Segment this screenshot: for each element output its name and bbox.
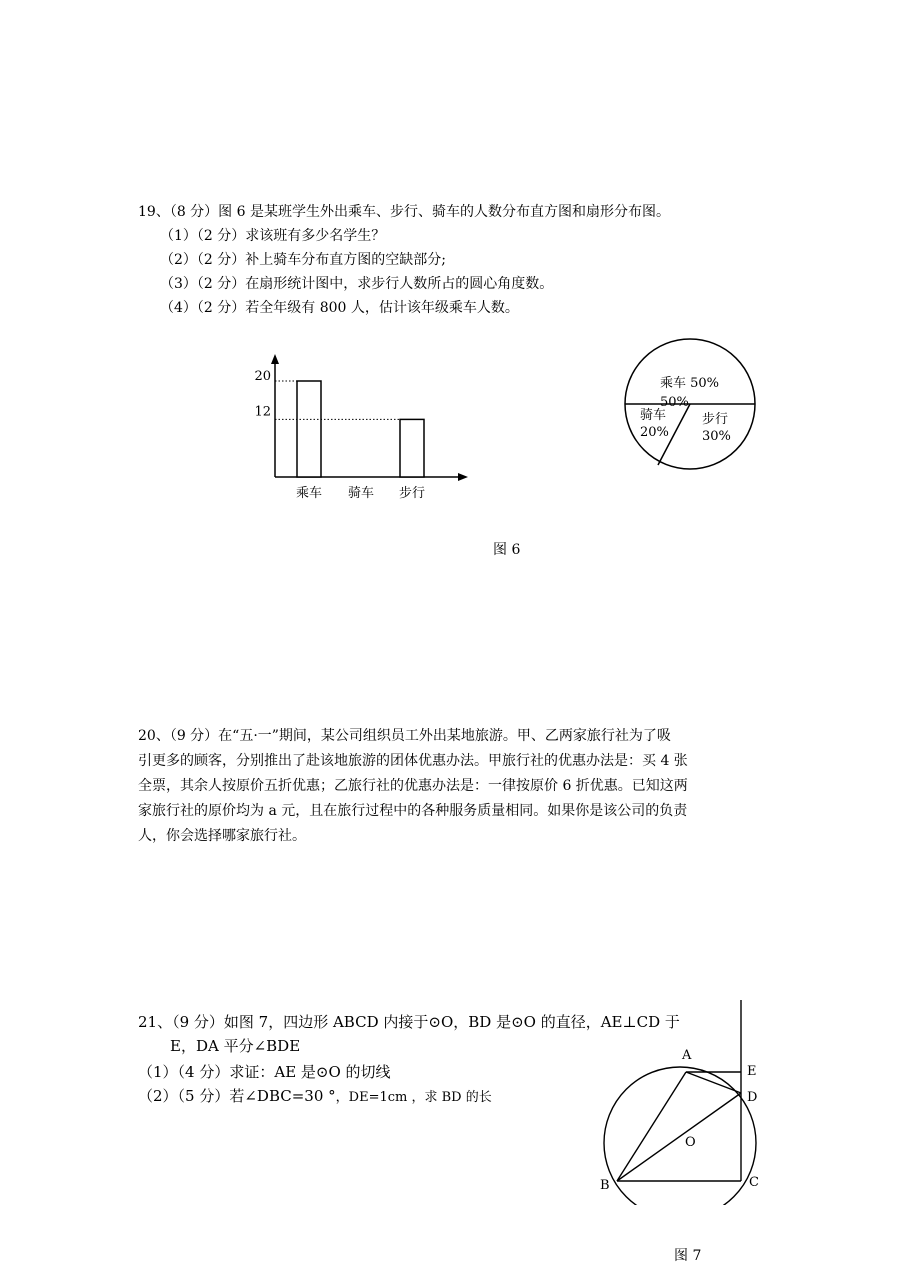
q21-line-1: 21、（9 分）如图 7，四边形 ABCD 内接于⊙O，BD 是⊙O 的直径，AE⊥CD 于 [138,1013,680,1031]
pie-chart [620,335,765,470]
bar-2 [400,419,424,477]
figure-7-caption: 图 7 [674,1248,702,1264]
q21-part-1: （1）（4 分）求证：AE 是⊙O 的切线 [138,1063,391,1081]
x-tick-label-0: 乘车 [295,486,323,501]
bar-chart [240,350,480,510]
x-tick-label-1: 骑车 [347,486,375,501]
figure-6-caption: 图 6 [493,542,521,558]
q20-line-4: 家旅行社的原价均为 a 元，且在旅行过程中的各种服务质量相同。如果你是该公司的负责 [138,803,688,819]
geometry-figure-7 [590,995,770,1205]
q20-line-1: 20、（9 分）在“五·一”期间，某公司组织员工外出某地旅游。甲、乙两家旅行社为了吸 [138,728,671,744]
q19-part-2: （2）（2 分）补上骑车分布直方图的空缺部分; [160,252,446,268]
point-label-d: D [747,1090,758,1105]
point-label-e: E [747,1064,757,1079]
pie-label-bike: 骑车 [640,408,667,423]
point-label-o: O [685,1135,696,1150]
q19-part-3: （3）（2 分）在扇形统计图中，求步行人数所占的圆心角度数。 [160,276,554,292]
point-label-a: A [682,1048,692,1063]
y-tick-label-1: 12 [254,404,271,420]
q21-part-2 [138,1084,492,1110]
bar-0 [297,381,321,477]
point-label-b: B [600,1178,610,1193]
x-tick-label-2: 步行 [398,486,426,501]
q19-part-4: （4）（2 分）若全年级有 800 人，估计该年级乘车人数。 [160,300,519,316]
segment-bd [617,1093,741,1181]
pie-label-bus-dup: 50% [660,395,689,410]
q19-title: 19、（8 分）图 6 是某班学生外出乘车、步行、骑车的人数分布直方图和扇形分布图。 [138,204,670,220]
q20-line-2: 引更多的顾客，分别推出了赴该地旅游的团体优惠办法。甲旅行社的优惠办法是：买 4 张 [138,753,688,769]
point-label-c: C [749,1175,759,1190]
q21-line-2: E，DA 平分∠BDE [170,1037,301,1055]
pie-label-walk: 步行 [702,412,729,427]
q21-part-2-b: ，DE=1cm ，求 BD 的长 [335,1090,492,1105]
q21-part-2-a: （2）（5 分）若∠DBC=30 ° [138,1087,336,1105]
pie-label-bus: 乘车 50% [660,376,720,391]
pie-label-walk-pct: 30% [702,429,731,444]
y-tick-label-0: 20 [254,369,271,384]
q19-part-1: （1）（2 分）求该班有多少名学生？ [160,228,386,244]
q20-line-5: 人，你会选择哪家旅行社。 [138,828,306,844]
x-axis-arrow-icon [458,473,468,481]
pie-label-bike-pct: 20% [640,425,669,440]
q20-line-3: 全票，其余人按原价五折优惠；乙旅行社的优惠办法是：一律按原价 6 折优惠。已知这两 [138,778,688,794]
y-axis-arrow-icon [271,354,279,364]
